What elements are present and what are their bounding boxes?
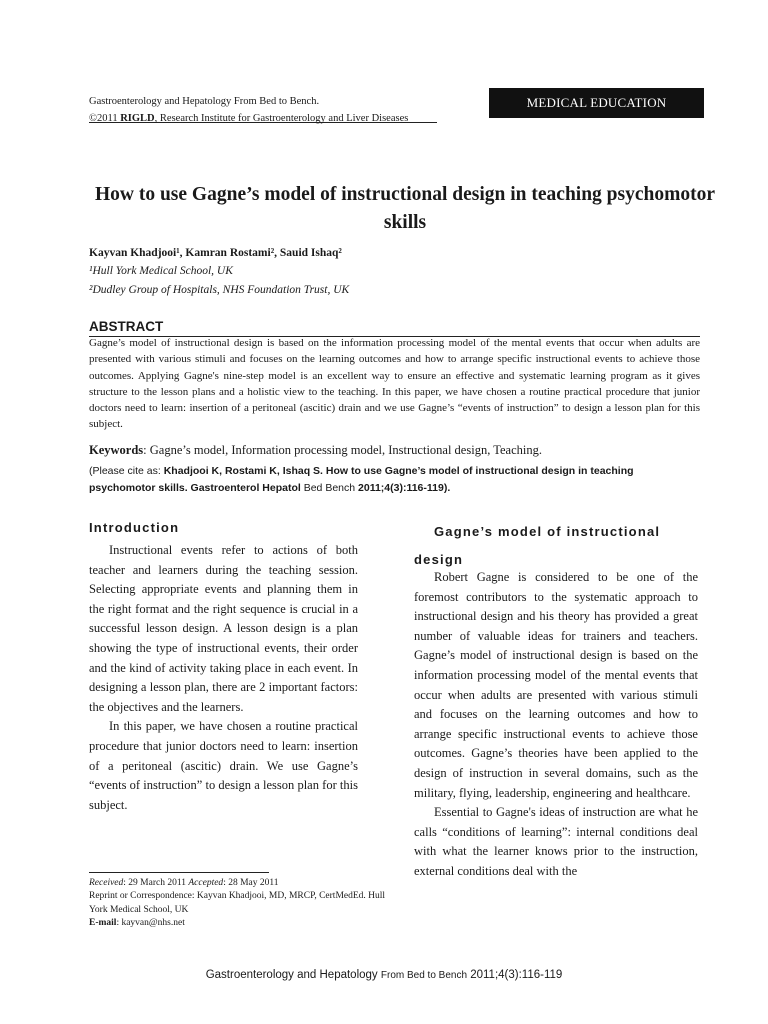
left-column: [89, 541, 358, 815]
header-rule: [89, 122, 437, 123]
right-column: [414, 568, 698, 882]
copyright-org: RIGLD: [120, 113, 155, 124]
accepted-date: : 28 May 2011: [223, 878, 279, 888]
footer-small: From Bed to Bench: [380, 970, 468, 981]
accepted-label: Accepted: [188, 878, 224, 888]
gagne-heading: Gagne’s model of instructional design: [414, 524, 661, 567]
email-label: E-mail: [89, 917, 117, 928]
keywords: [89, 443, 700, 458]
cite-end: 2011;4(3):116-119).: [355, 481, 451, 494]
section-badge: MEDICAL EDUCATION: [489, 88, 704, 118]
keywords-list: : Gagne’s model, Information processing model, Instructional design, Teaching.: [143, 443, 542, 457]
email-line: [89, 917, 389, 930]
copyright-prefix: ©2011: [89, 113, 121, 124]
intro-paragraph-2: In this paper, we have chosen a routine practical procedure that junior doctors need to learn: insertion of a peritoneal (ascitic) drain. We use Gagne’s “events of instruction” to design a lesson plan for this subject.: [89, 719, 358, 812]
cite-open: (Please cite as:: [89, 465, 164, 477]
received-date: : 29 March 2011: [123, 878, 189, 888]
footer-journal: Gastroenterology and Hepatology: [205, 969, 381, 981]
page-footer: [0, 969, 768, 981]
email-address: : kayvan@nhs.net: [116, 917, 185, 928]
affiliation-2: ²Dudley Group of Hospitals, NHS Foundation Trust, UK: [89, 284, 350, 296]
received-label: Received: [89, 878, 124, 888]
cite-body: Khadjooi K, Rostami K, Ishaq S. How to use Gagne’s model of instructional design in teaching psychomotor skills. Gastroenterol Hepatol: [89, 465, 634, 494]
reprint-line: Reprint or Correspondence: Kayvan Khadjooi, MD, MRCP, CertMedEd. Hull York Medical School, UK: [89, 891, 386, 915]
cite-small: Bed Bench: [303, 481, 356, 494]
intro-paragraph-1: Instructional events refer to actions of both teacher and learners during the teaching session. Selecting appropriate events and planning them in the right format and the right sequence is crucial in a successful lesson design. A lesson design is a plan showing the type of instructional events, their order and the kind of activity taking place in each event. In designing a lesson plan, there are 2 important factors: the objectives and the learners.: [89, 543, 358, 714]
abstract-text: Gagne’s model of instructional design is based on the information processing model of the mental events that occur when adults are presented with various stimuli and focuses on the learning outcomes and how to arrange specific instructional events to achieve those outcomes. Applying Gagne's nine-step model is an excellent way to ensure an effective and systematic learning program as it gives structure to the lesson plans and a holistic view to the teaching. In this paper, we have chosen a routine practical procedure that junior doctors need to learn: insertion of a peritoneal (ascitic) drain and we use Gagne’s “events of instruction” to design a lesson plan for this subject.: [89, 337, 700, 431]
journal-line: Gastroenterology and Hepatology From Bed to Bench.: [89, 96, 320, 107]
introduction-heading: Introduction: [89, 520, 180, 535]
gagne-paragraph-1: Robert Gagne is considered to be one of the foremost contributors to the systematic approach to instructional design and his theory has provided a great number of valuable ideas for trainers and teachers. Gagne’s model of instructional design is based on the information processing model of the mental events that occur when adults are presented with various stimuli and focuses on the learning outcomes and how to arrange specific instructional events to achieve those outcomes. Gagne’s theories have been applied to the design of instruction in several domains, such as the military, flying, leadership, engineering and healthcare.: [414, 570, 698, 800]
affiliation-1: ¹Hull York Medical School, UK: [89, 265, 233, 277]
keywords-label: Keywords: [89, 443, 144, 457]
copyright-rest: , Research Institute for Gastroenterology and Liver Diseases: [154, 113, 409, 124]
footnote: [89, 877, 389, 930]
footnote-rule: [89, 872, 269, 873]
article-title: How to use Gagne’s model of instructional design in teaching psychomotor skills: [94, 184, 716, 233]
abstract-heading: ABSTRACT: [89, 319, 164, 334]
copyright-line: [89, 110, 408, 127]
citation: [89, 463, 700, 496]
footer-volume: 2011;4(3):116-119: [467, 969, 563, 981]
received-line: [89, 877, 389, 890]
authors: Kayvan Khadjooi¹, Kamran Rostami², Sauid Ishaq²: [89, 247, 342, 259]
gagne-paragraph-2: Essential to Gagne's ideas of instruction are what he calls “conditions of learning”: internal conditions deal with what the learner knows prior to the instruction, external conditions deal with the: [414, 805, 698, 878]
